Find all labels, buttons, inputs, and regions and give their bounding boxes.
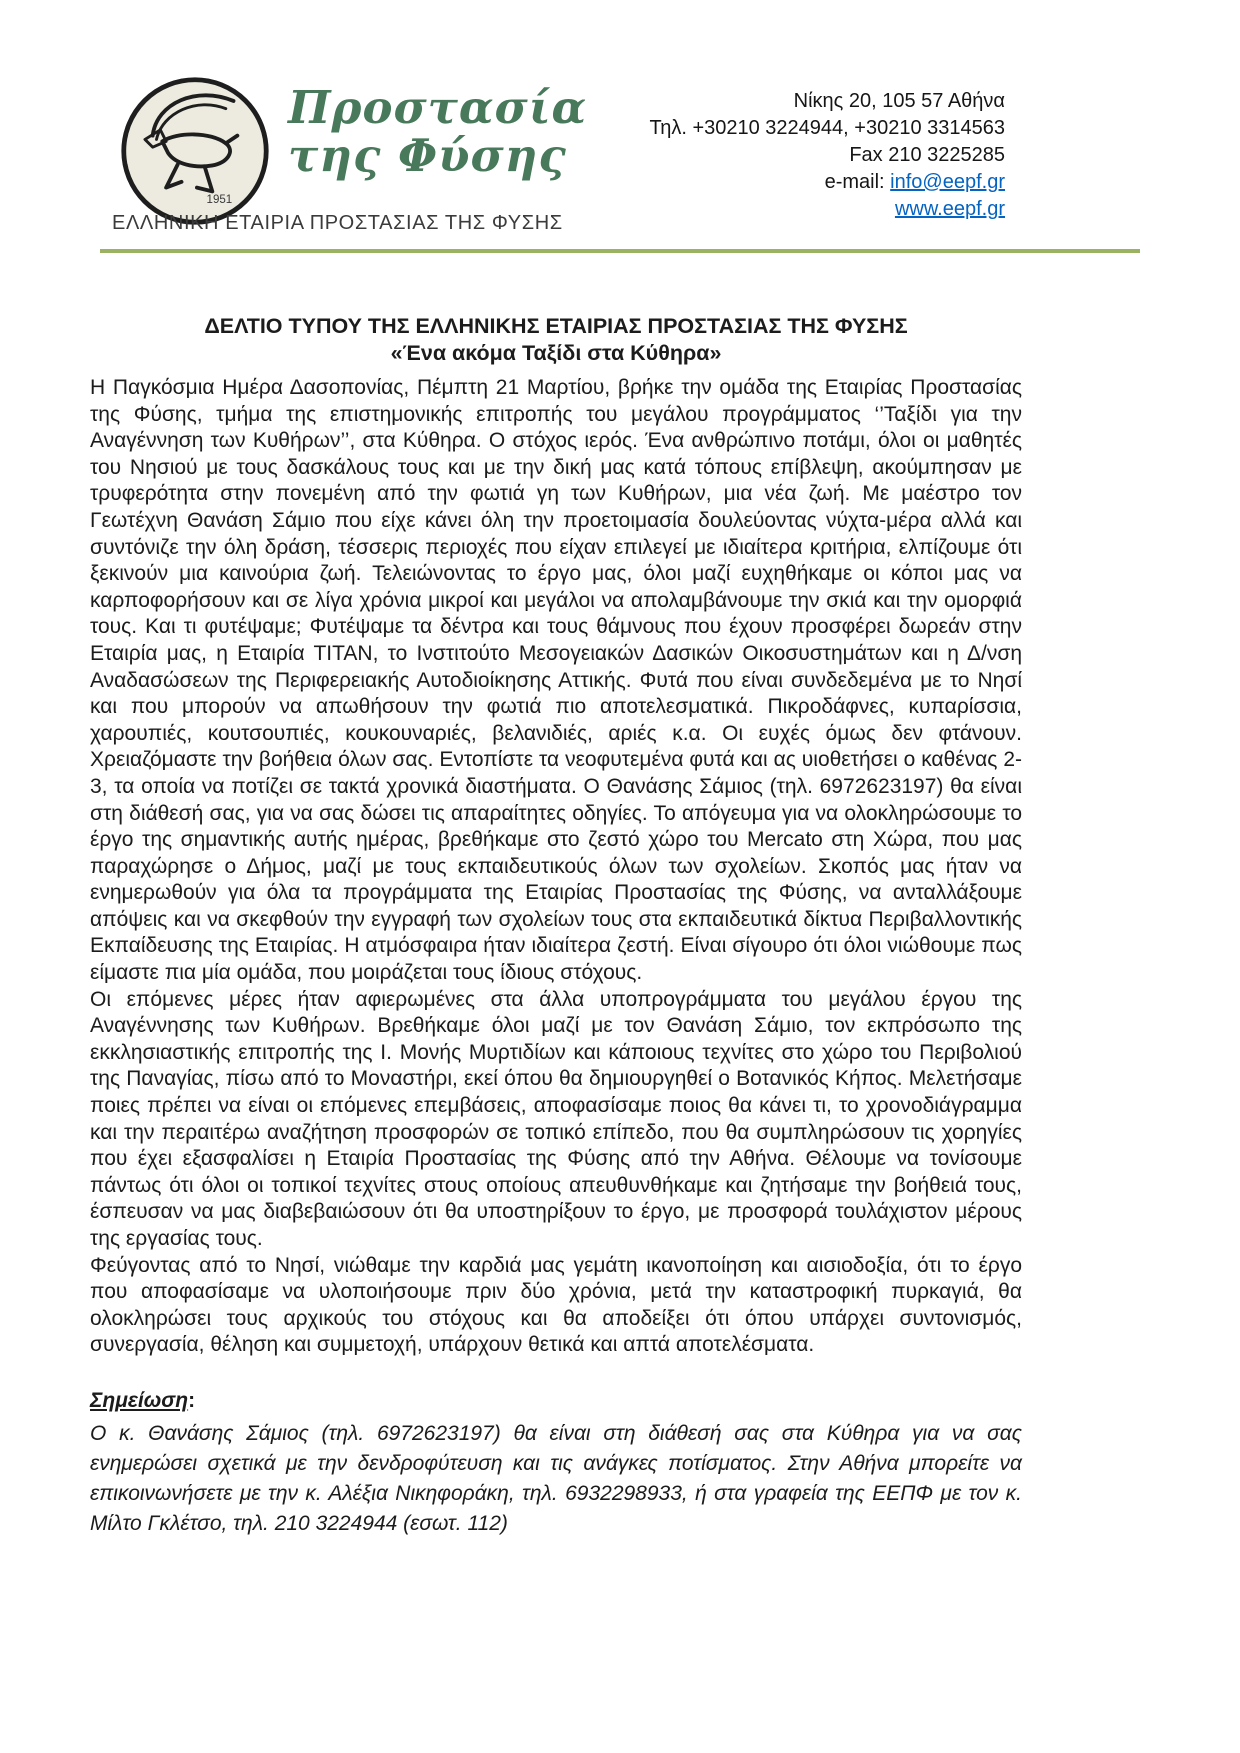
contact-fax: Fax 210 3225285 [849, 144, 1005, 166]
document-body [90, 313, 1022, 1539]
email-link[interactable]: info@eepf.gr [890, 171, 1005, 193]
paragraph-3: Φεύγοντας από το Νησί, νιώθαμε την καρδιά μας γεμάτη ικανοποίηση και αισιοδοξία, ότι το έργο που αποφασίσαμε να υλοποιήσουμε πριν δύο χρόνια, μετά την καταστροφική πυρκαγιά, θα ολοκληρώσει τους αρχικούς του στόχους και θα αποδείξει ότι όπου υπάρχει συντονισμός, συνεργασία, θέληση και συμμετοχή, υπάρχουν θετικά και απτά αποτελέσματα. [90, 1253, 1022, 1357]
logo-wordmark-line1: Προστασία [288, 81, 588, 134]
ibex-logo-icon [118, 74, 272, 228]
contact-website-line [649, 196, 1005, 223]
organization-name: ΕΛΛΗΝΙΚΗ ΕΤΑΙΡΙΑ ΠΡΟΣΤΑΣΙΑΣ ΤΗΣ ΦΥΣΗΣ [112, 212, 563, 234]
press-release-text [90, 375, 1022, 1359]
website-link[interactable]: www.eepf.gr [894, 198, 1005, 220]
note-heading [90, 1389, 1022, 1413]
contact-email-line [649, 169, 1005, 196]
logo-wordmark [288, 81, 588, 182]
document-title: ΔΕΛΤΙΟ ΤΥΠΟΥ ΤΗΣ ΕΛΛΗΝΙΚΗΣ ΕΤΑΙΡΙΑΣ ΠΡΟΣΤΑΣΙΑΣ ΤΗΣ ΦΥΣΗΣ [204, 314, 908, 338]
document-subtitle: «Ένα ακόμα Ταξίδι στα Κύθηρα» [390, 341, 722, 365]
logo-wordmark-line2: της Φύσης [288, 129, 567, 182]
note-colon: : [188, 1388, 196, 1412]
title-block [90, 313, 1022, 367]
contact-phone: Τηλ. +30210 3224944, +30210 3314563 [649, 117, 1005, 139]
paragraph-2: Οι επόμενες μέρες ήταν αφιερωμένες στα άλλα υποπρογράμματα του μεγάλου έργου της Αναγέννησης των Κυθήρων. Βρεθήκαμε όλοι μαζί με τον Θανάση Σάμιο, τον εκπρόσωπο της εκκλησιαστικής επιτροπής της Ι. Μονής Μυρτιδίων και κάποιους τεχνίτες στο χώρο του Περιβολιού της Παναγίας, πίσω από το Μοναστήρι, εκεί όπου θα δημιουργηθεί ο Βοτανικός Κήπος. Μελετήσαμε ποιες πρέπει να είναι οι επόμενες επεμβάσεις, αποφασίσαμε ποιος θα κάνει τι, το χρονοδιάγραμμα και την περαιτέρω αναζήτηση προσφορών σε τοπικό επίπεδο, που θα συμπληρώσουν τις χορηγίες που έχει εξασφαλίσει η Εταιρία Προστασίας της Φύσης από την Αθήνα. Θέλουμε να τονίσουμε πάντως ότι όλοι οι τοπικοί τεχνίτες στους οποίους απευθυνθήκαμε και ζητήσαμε την βοήθειά τους, έσπευσαν να μας διαβεβαιώσουν ότι θα υποστηρίξουν το έργο, με προσφορά τουλάχιστον μέρους της εργασίας τους. [90, 987, 1022, 1250]
note-label: Σημείωση [90, 1388, 189, 1412]
email-label: e-mail: [824, 171, 891, 193]
paragraph-1: Η Παγκόσμια Ημέρα Δασοπονίας, Πέμπτη 21 Μαρτίου, βρήκε την ομάδα της Εταιρίας Προστασίας της Φύσης, τμήμα της επιστημονικής επιτροπής του μεγάλου προγράμματος ‘’Ταξίδι για την Αναγέννηση των Κυθήρων’’, στα Κύθηρα. Ο στόχος ιερός. Ένα ανθρώπινο ποτάμι, όλοι οι μαθητές του Νησιού με τους δασκάλους τους και με την δική μας κατά τόπους επίβλεψη, ακούμπησαν με τρυφερότητα στην πονεμένη από την φωτιά γη των Κυθήρων, μια νέα ζωή. Με μαέστρο τον Γεωτέχνη Θανάση Σάμιο που είχε κάνει όλη την προετοιμασία δουλεύοντας νύχτα-μέρα αλλά και συντόνιζε την όλη δράση, τέσσερις περιοχές που είχαν επιλεγεί με ιδιαίτερα κριτήρια, ελπίζουμε ότι ξεκινούν μια καινούρια ζωή. Τελειώνοντας το έργο μας, όλοι μαζί ευχηθήκαμε οι κόποι μας να καρποφορήσουν και σε λίγα χρόνια μικροί και μεγάλοι να απολαμβάνουμε την σκιά και την ομορφιά τους. Και τι φυτέψαμε; Φυτέψαμε τα δέντρα και τους θάμνους που έχουν προσφέρει δωρεάν στην Εταιρία μας, η Εταιρία ΤΙΤΑΝ, το Ινστιτούτο Μεσογειακών Δασικών Οικοσυστημάτων και η Δ/νση Αναδασώσεων της Περιφερειακής Αυτοδιοίκησης Αττικής. Φυτά που είναι συνδεδεμένα με το Νησί και που μπορούν να απωθήσουν την φωτιά πιο αποτελεσματικά. Πικροδάφνες, κυπαρίσσια, χαρουπιές, κουτσουπιές, κουκουναριές, βελανιδιές, αριές κ.α. Οι ευχές όμως δεν φτάνουν. Χρειαζόμαστε την βοήθεια όλων σας. Εντοπίστε τα νεοφυτεμένα φυτά και ας υιοθετήσει ο καθένας 2-3, τα οποία να ποτίζει σε τακτά χρονικά διαστήματα. Ο Θανάσης Σάμιος (τηλ. 6972623197) θα είναι στη διάθεσή σας, για να σας δώσει τις απαραίτητες οδηγίες. Το απόγευμα για να ολοκληρώσουμε το έργο της σημαντικής αυτής ημέρας, βρεθήκαμε στο ζεστό χώρο του Mercato στη Χώρα, που μας παραχώρησε ο Δήμος, μαζί με τους εκπαιδευτικούς όλων των σχολείων. Σκοπός μας ήταν να ενημερωθούν για όλα τα προγράμματα της Εταιρίας Προστασίας της Φύσης, να ανταλλάξουμε απόψεις και να σκεφθούν την εγγραφή των σχολείων τους στα εκπαιδευτικά δίκτυα Περιβαλλοντικής Εκπαίδευσης της Εταιρίας. Η ατμόσφαιρα ήταν ιδιαίτερα ζεστή. Είναι σίγουρο ότι όλοι νιώθουμε πως είμαστε πια μία ομάδα, που μοιράζεται τους ίδιους στόχους. [90, 376, 1022, 985]
logo-year: 1951 [206, 193, 233, 206]
header-divider [100, 249, 1140, 253]
letterhead [0, 0, 1240, 256]
contact-block [649, 88, 1005, 223]
contact-address: Νίκης 20, 105 57 Αθήνα [793, 90, 1005, 112]
organization-logo [118, 74, 272, 228]
note-text: Ο κ. Θανάσης Σάμιος (τηλ. 6972623197) θα είναι στη διάθεσή σας στα Κύθηρα για να σας ενημερώσει σχετικά με την δενδροφύτευση και τις ανάγκες ποτίσματος. Στην Αθήνα μπορείτε να επικοινωνήσετε με την κ. Αλέξια Νικηφοράκη, τηλ. 6932298933, ή στα γραφεία της ΕΕΠΦ με τον κ. Μίλτο Γκλέτσο, τηλ. 210 3224944 (εσωτ. 112) [90, 1421, 1022, 1535]
